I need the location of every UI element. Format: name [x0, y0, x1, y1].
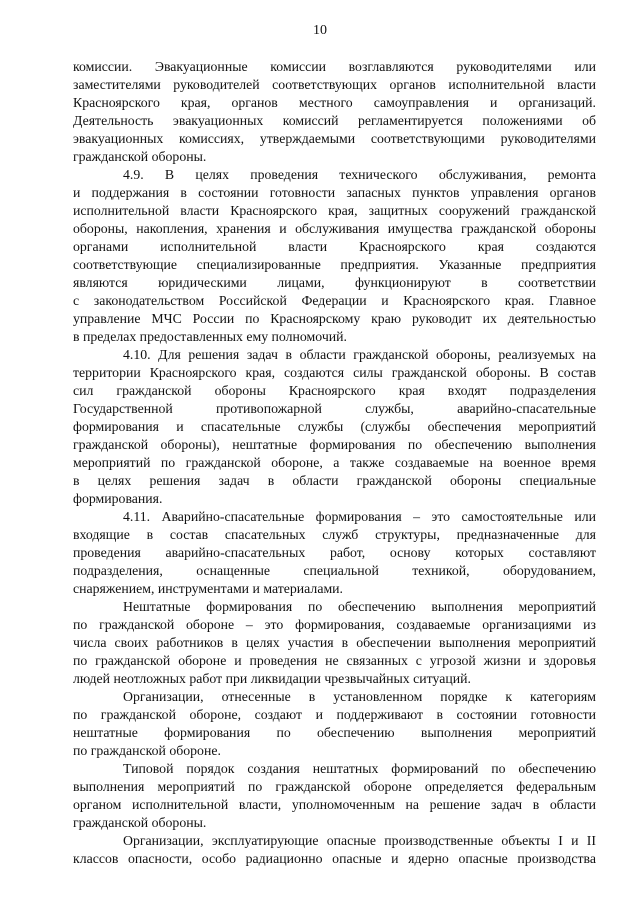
text-line: в целях решения задач в области гражданской обороны специальные	[73, 473, 596, 488]
text-line: по гражданской обороне и проведения не связанных с угрозой жизни и здоровья	[73, 653, 596, 668]
text-line: числа своих работников в целях участия в обеспечении выполнения мероприятий	[73, 635, 596, 650]
text-line: являются юридическими лицами, функционируют в соответствии	[73, 275, 596, 290]
text-line: обороны, накопления, хранения и обслуживания имущества гражданской обороны	[73, 221, 596, 236]
page-number: 10	[313, 23, 327, 38]
text-line: нештатные формирования по обеспечению выполнения мероприятий	[73, 725, 596, 740]
text-line: эвакуационных комиссиях, утверждаемыми соответствующими руководителями	[73, 131, 596, 146]
text-line: 4.11. Аварийно-спасательные формирования – это самостоятельные или	[123, 509, 596, 524]
text-line: и поддержания в состоянии готовности запасных пунктов управления органов	[73, 185, 596, 200]
text-line: гражданской обороны.	[73, 815, 207, 830]
text-line: 4.10. Для решения задач в области гражданской обороны, реализуемых на	[123, 347, 596, 362]
text-line: органами исполнительной власти Красноярского края создаются	[73, 239, 596, 254]
text-line: в пределах предоставленных ему полномочий.	[73, 329, 347, 344]
text-line: по гражданской обороне.	[73, 743, 221, 758]
text-line: исполнительной власти Красноярского края, защитных сооружений гражданской	[73, 203, 596, 218]
text-line: формирования.	[73, 491, 163, 506]
text-line: снаряжением, инструментами и материалами.	[73, 581, 344, 596]
text-line: подразделения, оснащенные специальной техникой, оборудованием,	[73, 563, 596, 578]
text-line: Деятельность эвакуационных комиссий регламентируется положениями об	[73, 113, 596, 128]
text-line: формирования и спасательные службы (службы обеспечения мероприятий	[73, 419, 596, 434]
text-line: Нештатные формирования по обеспечению выполнения мероприятий	[123, 599, 596, 614]
text-line: сил гражданской обороны Красноярского края входят подразделения	[73, 383, 596, 398]
text-line: с законодательством Российской Федерации и Красноярского края. Главное	[73, 293, 596, 308]
text-line: управление МЧС России по Красноярскому краю руководит их деятельностью	[73, 311, 596, 326]
text-line: по гражданской обороне, создают и поддерживают в состоянии готовности	[73, 707, 596, 722]
text-line: классов опасности, особо радиационно опасные и ядерно опасные производства	[73, 851, 596, 866]
text-line: Типовой порядок создания нештатных формирований по обеспечению	[123, 761, 596, 776]
text-line: соответствующие специализированные предприятия. Указанные предприятия	[73, 257, 596, 272]
text-line: выполнения мероприятий по гражданской обороне определяется федеральным	[73, 779, 596, 794]
text-line: Государственной противопожарной службы, аварийно-спасательные	[73, 401, 596, 416]
document-body	[73, 58, 596, 868]
text-line: проведения аварийно-спасательных работ, основу которых составляют	[73, 545, 596, 560]
text-line: органом исполнительной власти, уполномоченным на решение задач в области	[73, 797, 596, 812]
text-line: мероприятий по гражданской обороне, а также создаваемые на военное время	[73, 455, 596, 470]
text-line: Организации, эксплуатирующие опасные производственные объекты I и II	[123, 833, 596, 848]
text-line: гражданской обороны.	[73, 149, 207, 164]
text-line: территории Красноярского края, создаются силы гражданской обороны. В состав	[73, 365, 596, 380]
text-line: Организации, отнесенные в установленном порядке к категориям	[123, 689, 596, 704]
text-line: людей неотложных работ при ликвидации чрезвычайных ситуаций.	[73, 671, 471, 686]
text-line: 4.9. В целях проведения технического обслуживания, ремонта	[123, 167, 596, 182]
text-line: Красноярского края, органов местного самоуправления и организаций.	[73, 95, 596, 110]
text-line: комиссии. Эвакуационные комиссии возглавляются руководителями или	[73, 59, 596, 74]
text-line: по гражданской обороне – это формирования, создаваемые организациями из	[73, 617, 596, 632]
text-line: входящие в состав спасательных служб структуры, предназначенные для	[73, 527, 596, 542]
text-line: гражданской обороны), нештатные формирования по обеспечению выполнения	[73, 437, 596, 452]
text-line: заместителями руководителей соответствующих органов исполнительной власти	[73, 77, 596, 92]
